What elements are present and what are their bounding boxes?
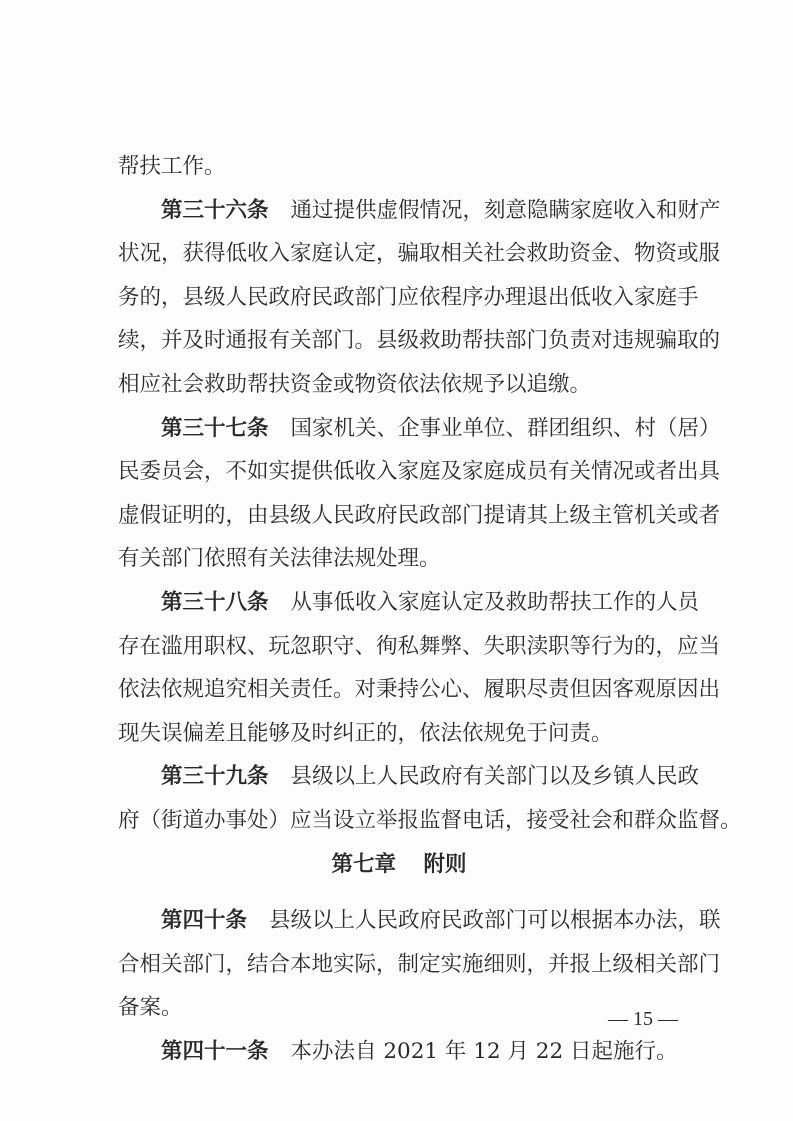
text-line bbox=[118, 276, 699, 320]
line-text: 续，并及时通报有关部门。县级救助帮扶部门负责对违规骗取的 bbox=[118, 328, 721, 354]
paragraph bbox=[118, 145, 680, 189]
article-paragraph bbox=[118, 581, 721, 755]
line-text: 国家机关、企事业单位、群团组织、村（居） bbox=[290, 415, 721, 441]
text-line bbox=[118, 668, 721, 712]
text-line bbox=[118, 712, 680, 756]
article-label: 第四十条 bbox=[161, 908, 248, 934]
line-text: 民委员会，不如实提供低收入家庭及家庭成员有关情况或者出具 bbox=[118, 459, 721, 485]
articles-section bbox=[118, 145, 742, 843]
line-text: 县级以上人民政府有关部门以及乡镇人民政 bbox=[290, 764, 700, 790]
line-text: 相应社会救助帮扶资金或物资依法依规予以追缴。 bbox=[118, 371, 592, 397]
articles-section-supplementary bbox=[118, 899, 721, 1073]
line-text: 依法依规追究相关责任。对秉持公心、履职尽责但因客观原因出 bbox=[118, 677, 721, 703]
line-text: 虚假证明的，由县级人民政府民政部门提请其上级主管机关或者 bbox=[118, 502, 721, 528]
text-line bbox=[118, 232, 721, 276]
article-paragraph bbox=[118, 899, 721, 1030]
article-paragraph bbox=[118, 1030, 680, 1074]
text-line bbox=[118, 799, 742, 843]
text-line bbox=[118, 145, 680, 189]
line-text: 县级以上人民政府民政部门可以根据本办法，联 bbox=[269, 908, 721, 934]
article-label: 第四十一条 bbox=[161, 1038, 269, 1064]
text-line bbox=[118, 189, 721, 233]
line-text: 务的，县级人民政府民政部门应依程序办理退出低收入家庭手 bbox=[118, 284, 699, 310]
line-text: 从事低收入家庭认定及救助帮扶工作的人员 bbox=[290, 589, 700, 615]
line-text: 有关部门依照有关法律法规处理。 bbox=[118, 546, 441, 572]
line-text: 通过提供虚假情况，刻意隐瞒家庭收入和财产 bbox=[290, 197, 721, 223]
text-line bbox=[118, 494, 721, 538]
line-text: 备案。 bbox=[118, 995, 183, 1021]
article-label: 第三十九条 bbox=[161, 764, 269, 790]
text-line bbox=[118, 581, 700, 625]
article-paragraph bbox=[118, 407, 721, 581]
text-line bbox=[118, 943, 721, 987]
text-line bbox=[118, 625, 721, 669]
article-paragraph bbox=[118, 189, 721, 407]
text-line bbox=[118, 319, 721, 363]
text-line bbox=[118, 450, 721, 494]
line-text: 现失误偏差且能够及时纠正的，依法依规免于问责。 bbox=[118, 720, 613, 746]
chapter-number: 第七章 bbox=[331, 851, 396, 877]
document-body bbox=[118, 145, 742, 1073]
text-line bbox=[118, 407, 721, 451]
line-text: 合相关部门，结合本地实际，制定实施细则，并报上级相关部门 bbox=[118, 951, 721, 977]
line-text: 存在滥用职权、玩忽职守、徇私舞弊、失职渎职等行为的，应当 bbox=[118, 633, 721, 659]
text-line bbox=[118, 755, 700, 799]
text-line bbox=[118, 986, 680, 1030]
line-text: 府（街道办事处）应当设立举报监督电话，接受社会和群众监督。 bbox=[118, 807, 742, 833]
article-paragraph bbox=[118, 755, 742, 842]
line-text: 本办法自 2021 年 12 月 22 日起施行。 bbox=[290, 1038, 678, 1064]
line-text: 帮扶工作。 bbox=[118, 154, 226, 179]
page-number: — 15 — bbox=[608, 1008, 678, 1030]
text-line bbox=[118, 899, 721, 943]
chapter-heading bbox=[118, 843, 680, 887]
article-label: 第三十六条 bbox=[161, 197, 269, 223]
text-line bbox=[118, 363, 680, 407]
chapter-title: 附则 bbox=[423, 851, 467, 877]
text-line bbox=[118, 1030, 680, 1074]
text-line bbox=[118, 537, 680, 581]
article-label: 第三十七条 bbox=[161, 415, 269, 441]
article-label: 第三十八条 bbox=[161, 589, 269, 615]
line-text: 状况，获得低收入家庭认定，骗取相关社会救助资金、物资或服 bbox=[118, 241, 721, 267]
